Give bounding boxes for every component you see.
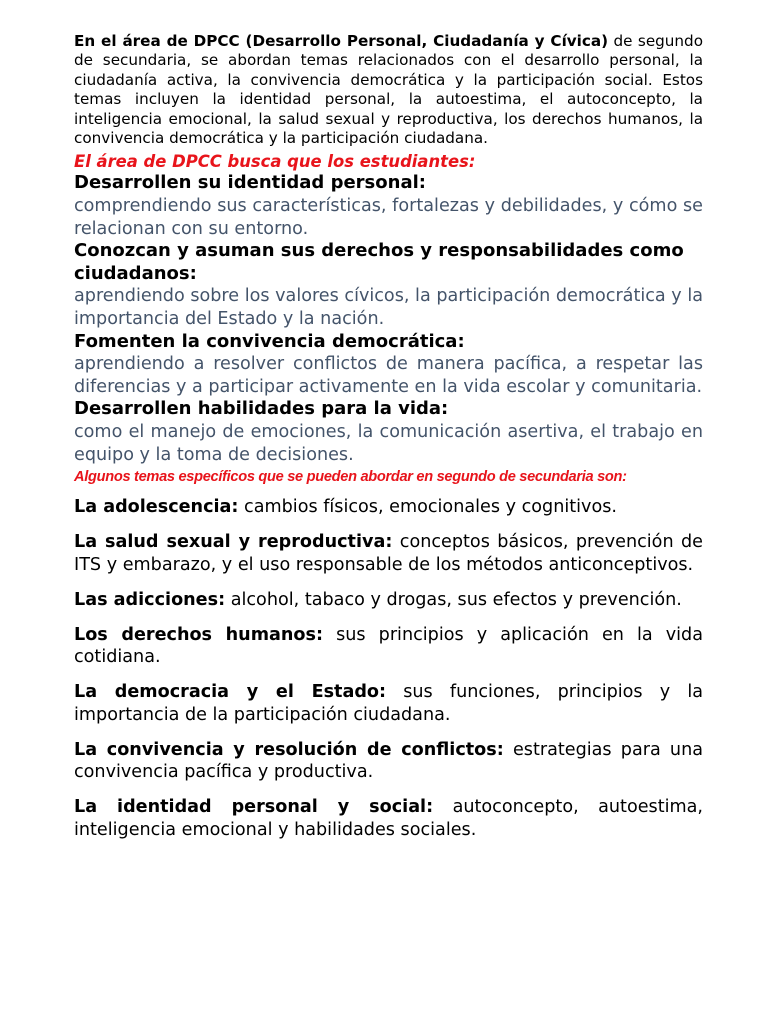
topic-description: conceptos básicos, prevención de ITS y embarazo, y el uso responsable de los métodos anticonceptivos. [74, 532, 704, 575]
topic-title: La adolescencia: [74, 497, 239, 518]
topic-item [74, 531, 703, 576]
topic-item [74, 739, 703, 784]
topic-item [74, 624, 703, 669]
topic-item [74, 589, 703, 612]
topic-title: La identidad personal y social: [74, 797, 434, 818]
topic-item [74, 796, 703, 841]
topic-description: cambios físicos, emocionales y cognitivos. [244, 497, 617, 518]
goal-description: como el manejo de emociones, la comunicación asertiva, el trabajo en equipo y la toma de decisiones. [74, 421, 703, 465]
topic-item [74, 681, 703, 726]
topic-title: La democracia y el Estado: [74, 682, 387, 703]
topic-title: La convivencia y resolución de conflictos: [74, 739, 504, 760]
goal-title: Fomenten la convivencia democrática: [74, 330, 465, 352]
topics-heading: Algunos temas específicos que se pueden abordar en segundo de secundaria son: [74, 469, 627, 486]
goals-list [74, 172, 703, 466]
goal-description: comprendiendo sus características, fortalezas y debilidades, y cómo se relacionan con su entorno. [74, 196, 703, 239]
goal-title: Desarrollen su identidad personal: [74, 172, 426, 194]
topic-title: Las adicciones: [74, 589, 226, 610]
topic-description: estrategias para una convivencia pacífica y productiva. [74, 739, 703, 783]
topic-title: Los derechos humanos: [74, 624, 324, 645]
topic-item [74, 496, 703, 519]
topic-description: autoconcepto, autoestima, inteligencia emocional y habilidades sociales. [74, 797, 703, 841]
topics-list [74, 496, 703, 841]
topic-description: sus funciones, principios y la importancia de la participación ciudadana. [74, 682, 704, 725]
goal-title: Conozcan y asuman sus derechos y responsabilidades como ciudadanos: [74, 240, 684, 284]
goal-description: aprendiendo a resolver conflictos de manera pacífica, a respetar las diferencias y a participar activamente en la vida escolar y comunitaria. [74, 354, 703, 397]
document-page [74, 32, 703, 854]
topic-title: La salud sexual y reproductiva: [74, 532, 393, 553]
goal-title: Desarrollen habilidades para la vida: [74, 398, 449, 420]
goals-heading: El área de DPCC busca que los estudiantes: [74, 152, 476, 172]
intro-title: En el área de DPCC (Desarrollo Personal, Ciudadanía y Cívica) [74, 32, 609, 50]
intro-paragraph [74, 32, 703, 148]
goal-description: aprendiendo sobre los valores cívicos, la participación democrática y la importancia del Estado y la nación. [74, 286, 703, 329]
topic-description: alcohol, tabaco y drogas, sus efectos y prevención. [230, 589, 682, 610]
topic-description: sus principios y aplicación en la vida cotidiana. [74, 624, 703, 668]
intro-body: de segundo de secundaria, se abordan temas relacionados con el desarrollo personal, la ciudadanía activa, la convivencia democrática y la participación social. Estos temas incluyen la identidad personal, la autoestima, el autoconcepto, la inteligencia emocional, la salud sexual y reproductiva, los derechos humanos, la convivencia democrática y la participación ciudadana. [74, 32, 703, 148]
